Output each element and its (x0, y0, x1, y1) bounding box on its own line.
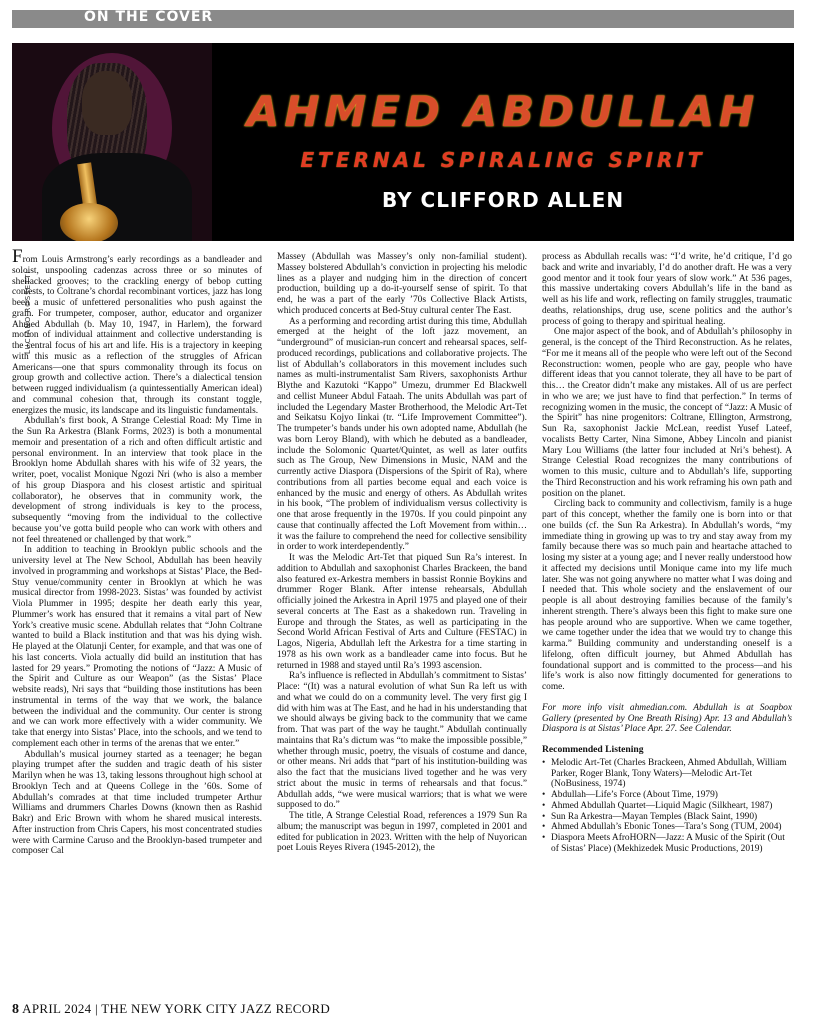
paragraph-text: Ra’s influence is reflected in Abdullah’s commitment to Sistas’ Place: “(It) was a natural evolution of what Sun Ra left us with and what we could do on a community level. The very first gig I did with him was at The East, and he had in his understanding that we should always be giving back to the community that we came from. That was part of the way he taught.” Abdullah continually maintains that Ra’s dictum was “to make the impossible possible,” whether through music, poetry, the visuals of costume and dance, or other means. Nri adds that “part of his institution-building was also the fact that the musicians lived together and he was very strict about the music in terms of rehearsals and that focus.” Abdullah adds, “we were musical warriors; that is what we were supposed to do.” (277, 671, 527, 811)
paragraph-text: process as Abdullah recalls was: “I’d write, he’d critique, I’d go back and write and invariably, I’d do another draft. He was a very good mentor and it took four years of slow work.” At 536 pages, this massive undertaking covers Abdullah’s life in the band as well as his life and work, reflecting on family struggles, traumatic deaths, relationships, drug use, scene politics and the author’s process of going to therapy and spiritual healing. (542, 252, 792, 327)
paragraph-text: Massey (Abdullah was Massey’s only non-familial student). Massey bolstered Abdullah’s conviction in projecting his melodic lines as a player and nudging him in the direction of concert production, building up a do-it-yourself sense of spirit. To that end, he was a part of the early ’70s Collective Black Artists, which produced concerts at Bed-Stuy cultural center The East. (277, 252, 527, 316)
recommended-listening-list (542, 758, 792, 855)
paragraph-text: It was the Melodic Art-Tet that piqued Sun Ra’s interest. In addition to Abdullah and saxophonist Charles Brackeen, the band also featured ex-Arkestra members in bassist Ronnie Boykins and drummer Roger Blank. After intense rehearsals, Abdullah officially joined the Arkestra in April 1975 and played one of their several concerts at The East as a shakedown run. Traveling in Europe and through the States, as well as participating in the Second World African Festival of Arts and Culture (FESTAC) in Lagos, Nigeria, Abdullah left the Arkestra for a time starting in 1978 as his own work as a bandleader came into focus. But he returned in 1988 and stayed until Ra’s 1993 ascension. (277, 553, 527, 671)
article-paragraph (277, 553, 527, 671)
article-paragraph (542, 499, 792, 693)
recommended-item: • Diaspora Meets AfroHORN—Jazz: A Music of the Spirit (Out of Sistas’ Place) (Mekhizedek Music Productions, 2019) (542, 833, 792, 855)
section-label: ON THE COVER (84, 9, 214, 25)
paragraph-text: Abdullah’s first book, A Strange Celestial Road: My Time in the Sun Ra Arkestra (Blank Forms, 2023) is both a monumental memoir and presentation of a rich and often difficult artistic and personal environment. In an interview that took place in the Brooklyn home Abdullah shares with his wife of 32 years, the writer, poet, vocalist Monique Ngozi Nri (who is also a member of his group Diaspora and his closest artistic and spiritual collaborator), he observes that in community work, the development of strong individuals is key to the process, subsequently “moving from the individual to the collective because you’ve gotta build people who can work with others and not feel threatened or challenged by that work.” (12, 416, 262, 545)
article-paragraph (277, 811, 527, 854)
article-paragraph (277, 317, 527, 554)
paragraph-text: One major aspect of the book, and of Abdullah’s philosophy in general, is the concept of the Third Reconstruction. As he relates, “For me it means all of the people who were left out of the Second Reconstruction: women, people who are gay, people who have different ideas that you cannot tolerate, they all have to be part of this… the Creator didn’t make any mistakes. All of us are perfect in who we are; we just have to find that perfection.” In terms of recognizing women in the music, the concept of “Jazz: A Music of the Spirit” has nine progenitors: Coltrane, Ellington, Armstrong, Sun Ra, saxophonist Jackie McLean, reedist Yusef Lateef, vocalists Betty Carter, Nina Simone, Abbey Lincoln and pianist Mary Lou Williams (the latter four included at Nri’s behest). A Strange Celestial Road recognizes the many contributions of women to this music, culture and to Abdullah’s life, supporting the Third Reconstruction and his work reframing his own path and position on the planet. (542, 327, 792, 499)
subheadline: ETERNAL SPIRALING SPIRIT (300, 148, 706, 172)
article-paragraph (12, 246, 262, 416)
page-number: 8 (12, 1002, 20, 1017)
paragraph-text: Circling back to community and collectivism, family is a huge part of this concept, whether the family one is born into or that one builds (cf. the Sun Ra Arkestra). In Abdullah’s words, “my immediate thing in growing up was to try and stay away from my family because there was so much pain and heartache attached to losing my sister at a young age; and I never really understood how it affected my decisions until Monique came into my life much later. She was not going anywhere no matter what I was doing and I needed that. This whole society and the enslavement of our people is all about destroying families because of the family’s inherent strength. There’s always been this fight to make sure one has people around who are supportive. When we came together, we came together under the idea that we would try to change this karma.” Building community and understanding oneself is a lifelong, often difficult journey, but Ahmed Abdullah has foundational support and is committed to the process—and his life’s work is also now fittingly documented for generations to come. (542, 499, 792, 692)
paragraph-text: The title, A Strange Celestial Road, references a 1979 Sun Ra album; the manuscript was begun in 1997, completed in 2001 and edited for publication in 2023. Written with the help of Nuyorican poet Louis Reyes Rivera (1945-2012), the (277, 811, 527, 854)
cover-banner (12, 43, 794, 241)
article-column-1 (12, 246, 262, 857)
article-paragraph (12, 750, 262, 858)
footer-separator: | (95, 1001, 98, 1016)
recommended-item: • Melodic Art-Tet (Charles Brackeen, Ahmed Abdullah, William Parker, Roger Blank, Tony Waters)—Melodic Art-Tet (NoBusiness, 1974) (542, 758, 792, 790)
page-footer (12, 1001, 330, 1018)
article-paragraph (12, 416, 262, 545)
photo-credit: LUCIANO ROSSETTI (24, 270, 32, 354)
cover-photo (12, 43, 212, 241)
article-paragraph (542, 327, 792, 499)
article-paragraph (542, 252, 792, 327)
recommended-item: • Ahmed Abdullah Quartet—Liquid Magic (Silkheart, 1987) (542, 801, 792, 812)
recommended-item: • Sun Ra Arkestra—Mayan Temples (Black Saint, 1990) (542, 812, 792, 823)
recommended-item: • Ahmed Abdullah’s Ebonic Tones—Tara’s Song (TUM, 2004) (542, 822, 792, 833)
recommended-item: • Abdullah—Life’s Force (About Time, 1979) (542, 790, 792, 801)
recommended-listening-heading: Recommended Listening (542, 744, 644, 755)
publication-name: THE NEW YORK CITY JAZZ RECORD (101, 1001, 331, 1016)
paragraph-text: Abdullah’s musical journey started as a teenager; he began playing trumpet after the sudden and tragic death of his sister Marilyn when he was 13, taking lessons throughout high school at Brooklyn Tech and at Queens College in the ’60s. Some of Abdullah’s comrades at that time included trumpeter Arthur Williams and drummers Charles Downs (known then as Rashid Bakr) and Eric Brown with whom he shared musical interests. After instruction from Chris Capers, his most concentrated studies were with Carmine Caruso and the Brooklyn-based trumpeter and composer Cal (12, 749, 262, 857)
section-header-bar (12, 10, 794, 28)
article-paragraph (277, 252, 527, 317)
more-info-note: For more info visit ahmedian.com. Abdullah is at Soapbox Gallery (presented by One Breath Rising) Apr. 13 and Abdullah’s Diaspora is at Sistas’ Place Apr. 27. See Calendar. (542, 702, 792, 735)
drop-cap: F (12, 246, 23, 267)
article-column-2 (277, 252, 527, 854)
headline: AHMED ABDULLAH (246, 87, 760, 136)
paragraph-text: rom Louis Armstrong’s early recordings as a bandleader and soloist, unspooling cadenzas across three or so minutes of shellacked grooves; to the crackling energy of bebop cutting contests, to Coltrane’s chordal recombinant vortices, jazz has long been a music of unfettered personalities who push against the grain. For trumpeter, composer, author, educator and organizer Ahmed Abdullah (b. May 10, 1947, in Harlem), the forward motion of individual attainment and collective understanding is the central focus of his art and life. His is a trajectory in keeping with this music as a reflection of the struggles of African Americans—one that spurs commonality through its focus on group growth and collective action. There’s a dialectical tension between rugged individualism (a quintessentially American ideal) and communal cohesion that, through its constant toggle, energizes the music, its landscape and its linguistic fundamentals. (12, 255, 262, 416)
byline: BY CLIFFORD ALLEN (381, 188, 625, 212)
paragraph-text: In addition to teaching in Brooklyn public schools and the university level at The New School, Abdullah has been heavily involved in programming and workshops at Sistas’ Place, the Bed-Stuy venue/community center in Brooklyn at which he was musical director from 1998-2023. Sistas’ was founded by activist Viola Plummer in 1995; despite her death early this year, Plummer’s work has ensured that it remains a vital part of New York’s creative music scene. Abdullah relates that “John Coltrane wanted to build a Black institution and that was his dying wish. He played at the Olatunji Center, for example, and that was one of his last concerts. Viola actually did build an institution that has lasted for 29 years.” Promoting the notions of “Jazz: A Music of the Spirit and Culture as our Weapon” (as the Sistas’ Place website reads), Nri says that “building those institutions has been instrumental in terms of the way that we work, the balance between the individual and the community. Our center is strong and we can work more effectively with a wider community. We take that energy into Sistas’ Place, into the schools, and we tend to complement each other in terms of the arenas that we enter.” (12, 545, 262, 749)
article-column-3 (542, 252, 792, 855)
paragraph-text: As a performing and recording artist during this time, Abdullah emerged at the height of the loft jazz movement, an “underground” of musician-run concert and rehearsal spaces, self-produced recordings, publications and collaborative projects. The list of Abdullah’s collaborators in this movement includes such names as multi-instrumentalist Sam Rivers, saxophonists Arthur Blythe and Kazutoki “Kappo” Umezu, drummer Ed Blackwell and cellist Muneer Abdul Fataah. The units Abdullah was part of included the Legendary Master Brotherhood, the Melodic Art-Tet and Seikatsu Kojyo Iinkai (tr. “Life Improvement Committee”). The trumpeter’s bands under his own adopted name, Abdullah (he was born Leroy Bland), with which he debuted as a bandleader, include the Solomonic Quartet/Quintet, as well as later outfits such as The Group, New Dimensions in Music, NAM and the currently active Diaspora (Dispersions of the Spirit of Ra), where contributions from all parties become equal and each voice is enhanced by the music and energy of others. As Abdullah writes in his book, “The problem of individualism versus collectivity is one that arose frequently in the 1970s. If you could pinpoint any cause that continually affected the Loft Movement from within… it was the failure to comprehend the need for collective sensibility in order to work interdependently.” (277, 316, 527, 553)
article-paragraph (12, 545, 262, 749)
article-paragraph (277, 671, 527, 811)
issue-date: APRIL 2024 (22, 1001, 92, 1016)
